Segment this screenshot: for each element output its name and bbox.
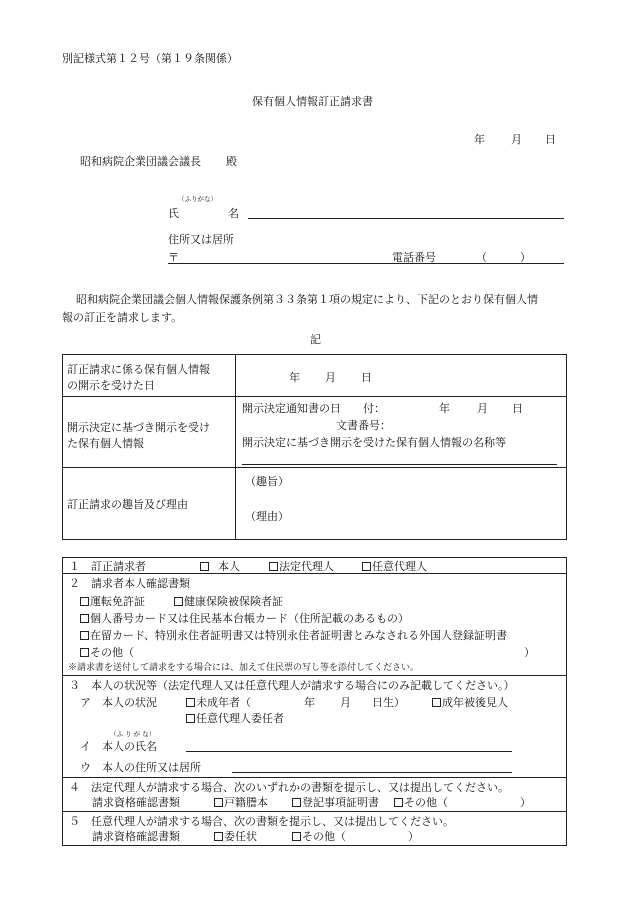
section2-note: ※請求書を送付して請求をする場合には、加えて住民票の写し等を添付してください。	[68, 663, 420, 673]
document-title: 保有個人情報訂正請求書	[252, 95, 373, 108]
checkbox-principal-label: 任意代理人委任者	[196, 712, 284, 725]
checkbox-health-insurance-label: 健康保険被保険者証	[184, 595, 283, 608]
name-field[interactable]	[248, 218, 564, 219]
honorific: 殿	[226, 155, 237, 168]
table2-sep-4	[62, 811, 567, 812]
row1-label-2: の開示を受けた日	[67, 379, 155, 392]
checkbox-mynumber-card-label: 個人番号カード又は住民基本台帳カード（住所記載のあるもの）	[90, 612, 409, 625]
date-day: 日	[545, 133, 556, 146]
checkbox-koseki-label: 戸籍謄本	[224, 796, 268, 809]
other-voluntary-doc-close: ）	[408, 830, 419, 843]
principal-name-field[interactable]	[186, 751, 512, 752]
checkbox-registry-cert[interactable]	[292, 796, 379, 810]
other-id-close: ）	[524, 646, 535, 659]
checkbox-residence-card[interactable]	[80, 629, 507, 643]
table1-row-sep-1	[62, 396, 567, 397]
checkbox-mynumber-card[interactable]	[80, 612, 409, 626]
name-label-2: 名	[228, 207, 239, 220]
checkbox-principal[interactable]	[186, 712, 284, 726]
row3-reason: （理由）	[245, 510, 289, 523]
checkbox-other-id-label: その他（	[90, 646, 134, 659]
checkbox-power-of-attorney[interactable]	[214, 830, 257, 844]
form-number: 別記様式第１２号（第１９条関係）	[62, 52, 238, 65]
checkbox-drivers-license[interactable]	[80, 595, 145, 609]
checkbox-other-voluntary-doc[interactable]	[292, 830, 346, 844]
checkbox-other-voluntary-doc-label: その他（	[302, 830, 346, 843]
row1-month: 月	[325, 371, 336, 384]
checkbox-legal-agent-label: 法定代理人	[279, 560, 334, 573]
principal-address-field[interactable]	[232, 772, 512, 773]
minor-birth-day: 日生）	[372, 696, 405, 709]
intro-line-1: 昭和病院企業団議会個人情報保護条例第３３条第１項の規定により、下記のとおり保有個人情	[76, 293, 538, 306]
other-legal-doc-close: ）	[520, 796, 531, 809]
minor-birth-month: 月	[340, 696, 351, 709]
section3-label: ３ 本人の状況等（法定代理人又は任意代理人が請求する場合にのみ記載してください。）	[69, 679, 515, 692]
checkbox-minor[interactable]	[186, 696, 251, 710]
principal-furigana-label: （ふ り が な）	[110, 730, 156, 738]
table2-sep-2	[62, 675, 567, 676]
section5-label: ５ 任意代理人が請求する場合、次の書類を提示し、又は提出してください。	[69, 815, 454, 828]
row2-label-1: 開示決定に基づき開示を受け	[67, 421, 210, 434]
date-year: 年	[474, 133, 485, 146]
checkbox-koseki[interactable]	[214, 796, 268, 810]
minor-birth-year: 年	[304, 696, 315, 709]
row2-day: 日	[512, 402, 523, 415]
section5-doc-label: 請求資格確認書類	[92, 830, 180, 843]
row2-notice-date: 開示決定通知書の日 付：	[242, 402, 385, 415]
checkbox-other-legal-doc[interactable]	[394, 796, 448, 810]
checkbox-self[interactable]	[200, 560, 240, 574]
table1-row-sep-2	[62, 467, 567, 468]
row1-day: 日	[361, 371, 372, 384]
row2-info-name: 開示決定に基づき開示を受けた保有個人情報の名称等	[242, 436, 506, 449]
section2-label: ２ 請求者本人確認書類	[69, 577, 190, 590]
postal-mark: 〒	[168, 251, 179, 264]
row1-label-1: 訂正請求に係る保有個人情報	[67, 363, 210, 376]
checkbox-voluntary-agent[interactable]	[362, 560, 427, 574]
row3-label: 訂正請求の趣旨及び理由	[67, 498, 188, 511]
table2-sep-3	[62, 777, 567, 778]
date-month: 月	[511, 133, 522, 146]
phone-label: 電話番号	[392, 251, 436, 264]
row2-year: 年	[439, 402, 450, 415]
checkbox-drivers-license-label: 運転免許証	[90, 595, 145, 608]
checkbox-voluntary-agent-label: 任意代理人	[372, 560, 427, 573]
checkbox-residence-card-label: 在留カード、特別永住者証明書又は特別永住者証明書とみなされる外国人登録証明書	[90, 629, 508, 642]
checkbox-other-id[interactable]	[80, 646, 134, 660]
table1-divider	[235, 354, 236, 540]
row2-label-2: た保有個人情報	[67, 437, 144, 450]
row2-month: 月	[477, 402, 488, 415]
section4-doc-label: 請求資格確認書類	[92, 796, 180, 809]
address-label: 住所又は居所	[168, 233, 234, 246]
checkbox-adult-ward-label: 成年被後見人	[442, 696, 508, 709]
checkbox-legal-agent[interactable]	[269, 560, 334, 574]
phone-paren: （ ）	[476, 251, 531, 264]
row1-year: 年	[289, 371, 300, 384]
checkbox-health-insurance[interactable]	[174, 595, 283, 609]
section4-label: ４ 法定代理人が請求する場合、次のいずれかの書類を提示し、又は提出してください。	[69, 781, 509, 794]
section3u-label: ウ 本人の住所又は居所	[80, 761, 201, 774]
section3i-label: イ 本人の氏名	[80, 740, 157, 753]
checkbox-power-of-attorney-label: 委任状	[224, 830, 257, 843]
checkbox-self-label: 本人	[218, 560, 240, 573]
section3a-label: ア 本人の状況	[80, 696, 157, 709]
intro-line-2: 報の訂正を請求します。	[62, 311, 183, 324]
row3-purpose: （趣旨）	[245, 475, 289, 488]
checkbox-adult-ward[interactable]	[432, 696, 508, 710]
name-label-1: 氏	[168, 207, 179, 220]
row2-doc-number: 文書番号：	[336, 419, 391, 432]
section1-label: １ 訂正請求者	[69, 560, 146, 573]
info-name-field[interactable]	[242, 464, 557, 465]
checkbox-registry-cert-label: 登記事項証明書	[302, 796, 379, 809]
addressee: 昭和病院企業団議会議長	[80, 155, 201, 168]
ki-label: 記	[310, 333, 321, 346]
checkbox-minor-label: 未成年者（	[196, 696, 251, 709]
checkbox-other-legal-doc-label: その他（	[404, 796, 448, 809]
furigana-label: （ふりがな）	[178, 195, 217, 203]
